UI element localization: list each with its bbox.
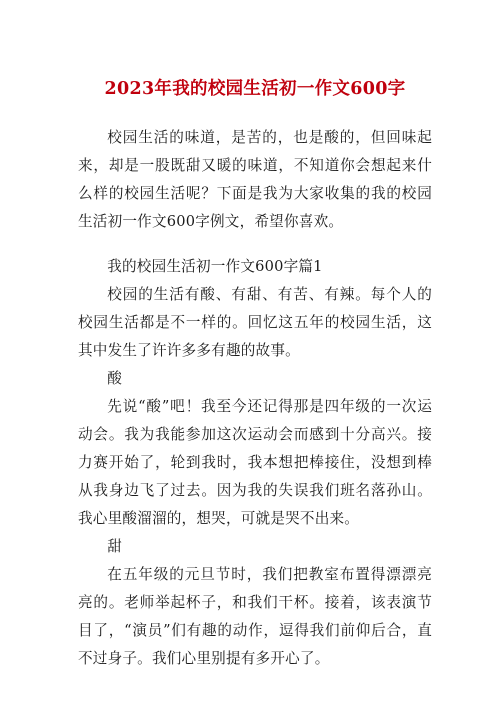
sub-heading-sour: 酸 <box>107 370 122 387</box>
section-spacer <box>78 236 432 253</box>
intro-paragraph: 校园生活的味道，是苦的，也是酸的，但回味起来，却是一股既甜又暖的味道，不知道你会想起来什么样的校园生活呢？下面是我为大家收集的我的校园生活初一作文600字例文，希望你喜欢。 <box>78 129 432 230</box>
document-title: 2023年我的校园生活初一作文600字 <box>104 79 406 99</box>
paragraph-opening: 校园的生活有酸、有甜、有苦、有辣。每个人的校园生活都是不一样的。回忆这五年的校园生活，这其中发生了许许多多有趣的故事。 <box>78 286 432 359</box>
section-heading: 我的校园生活初一作文600字篇1 <box>107 258 323 275</box>
sub-heading-sweet: 甜 <box>107 538 122 555</box>
paragraph-sweet: 在五年级的元旦节时，我们把教室布置得漂漂亮亮的。老师举起杯子，和我们干杯。接着，该表演节目了，“演员”们有趣的动作，逗得我们前仰后合，直不过身子。我们心里别提有多开心了。 <box>78 566 432 667</box>
paragraph-sour: 先说“酸”吧！我至今还记得那是四年级的一次运动会。我为我能参加这次运动会而感到十分高兴。接力赛开始了，轮到我时，我本想把棒接住，没想到棒从我身边飞了过去。因为我的失误我们班名落孙山。我心里酸溜溜的，想哭，可就是哭不出来。 <box>78 398 432 527</box>
